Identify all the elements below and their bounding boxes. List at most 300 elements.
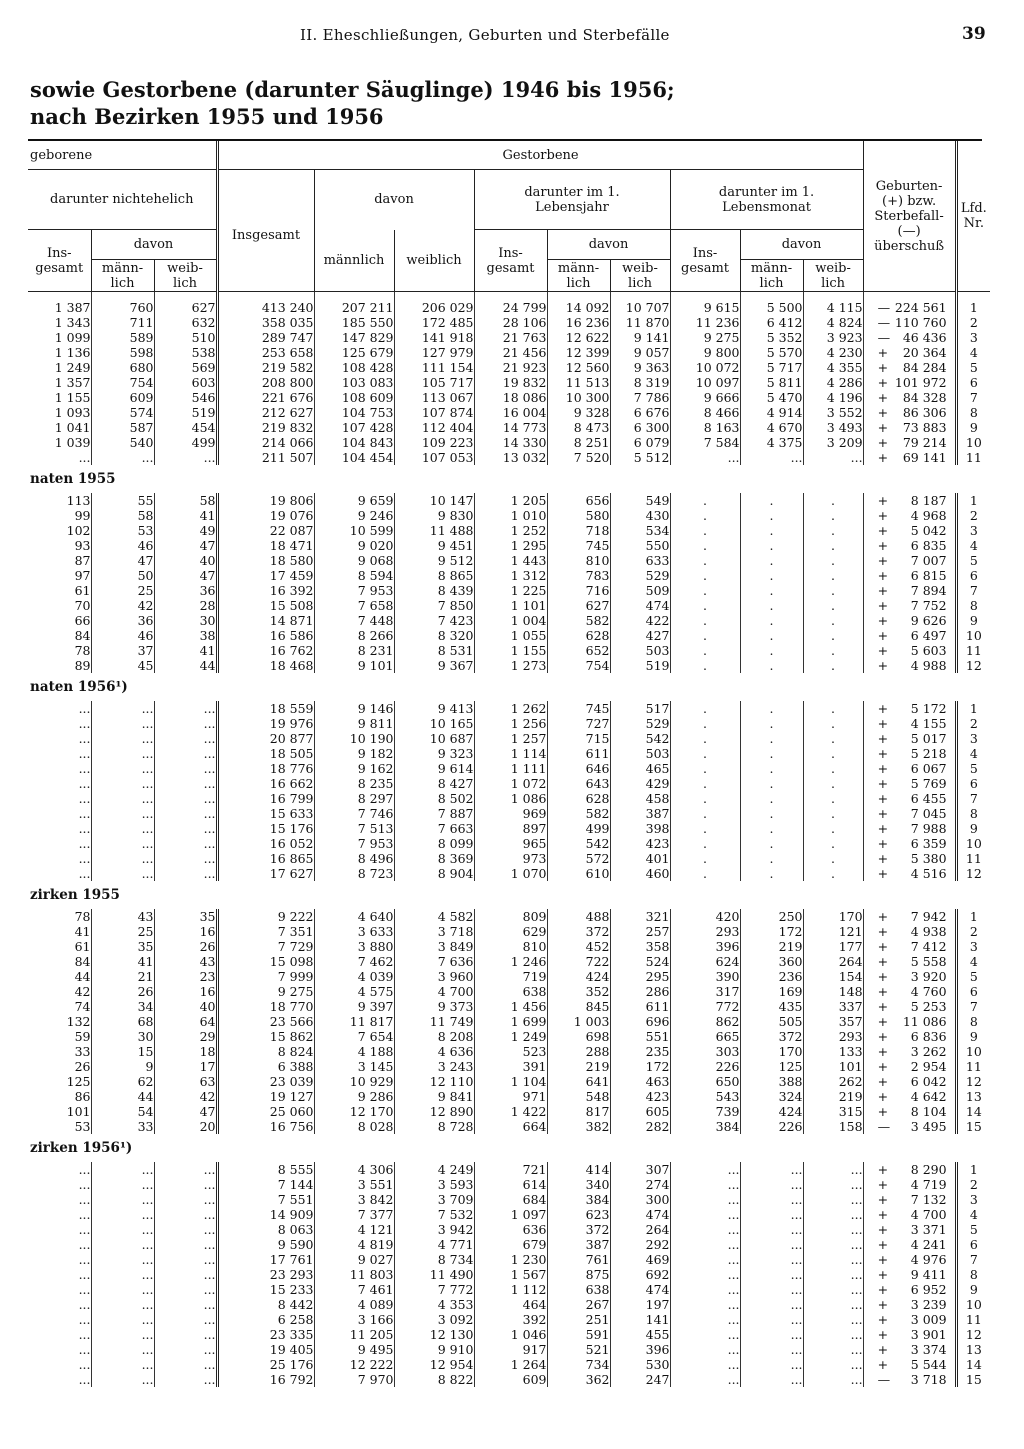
- header-ueberschuss: Geburten- (+) bzw. Sterbefall- (—) überschuß: [863, 141, 956, 292]
- cell-jahr-insgesamt: 1 010: [474, 508, 547, 523]
- sign-symbol: —: [877, 1372, 891, 1387]
- cell-geb-insgesamt: ...: [78, 821, 91, 836]
- cell-gest-maennlich: 11 205: [314, 1327, 394, 1342]
- cell-monat-maennlich: .: [740, 553, 803, 568]
- cell-monat-insgesamt: 8 466: [670, 405, 740, 420]
- section-heading: zirken 1956¹): [30, 1140, 133, 1156]
- cell-monat-insgesamt: ...: [670, 1237, 740, 1252]
- cell-jahr-weiblich: 551: [610, 1029, 670, 1044]
- sign-symbol: +: [877, 836, 889, 851]
- cell-lfd-nr: 12: [956, 1074, 990, 1089]
- cell-monat-insgesamt: 9 666: [670, 390, 740, 405]
- cell-gest-insgesamt: 8 555: [217, 1162, 314, 1177]
- cell-jahr-maennlich: 9 328: [547, 405, 610, 420]
- cell-geb-maennlich: ...: [91, 1282, 154, 1297]
- cell-gest-insgesamt: 358 035: [217, 315, 314, 330]
- table-row: [28, 1267, 990, 1282]
- cell-geb-weiblich: ...: [154, 866, 217, 881]
- sign-symbol: +: [877, 1282, 889, 1297]
- cell-geb-maennlich: 587: [91, 420, 154, 435]
- sign-symbol: +: [877, 716, 889, 731]
- cell-geb-maennlich: 754: [91, 375, 154, 390]
- cell-jahr-maennlich: 817: [547, 1104, 610, 1119]
- header-darunter-lebensmonat: darunter im 1. Lebensmonat: [670, 170, 863, 230]
- table-row: [28, 1089, 990, 1104]
- cell-ueberschuss: [863, 553, 956, 568]
- sign-symbol: +: [877, 1177, 889, 1192]
- cell-monat-maennlich: .: [740, 716, 803, 731]
- cell-geb-maennlich: 30: [91, 1029, 154, 1044]
- cell-geb-weiblich: 40: [154, 553, 217, 568]
- cell-monat-maennlich: 5 470: [740, 390, 803, 405]
- cell-jahr-weiblich: 455: [610, 1327, 670, 1342]
- cell-monat-weiblich: 4 115: [803, 300, 863, 315]
- cell-gest-weiblich: 10 687: [394, 731, 474, 746]
- sign-symbol: +: [877, 866, 889, 881]
- cell-jahr-maennlich: 424: [547, 969, 610, 984]
- cell-monat-weiblich: ...: [803, 450, 863, 465]
- cell-jahr-weiblich: 172: [610, 1059, 670, 1074]
- cell-monat-insgesamt: ...: [670, 1162, 740, 1177]
- cell-jahr-weiblich: 6 676: [610, 405, 670, 420]
- cell-gest-weiblich: 3 942: [394, 1222, 474, 1237]
- cell-jahr-weiblich: 10 707: [610, 300, 670, 315]
- cell-monat-maennlich: 4 914: [740, 405, 803, 420]
- cell-monat-insgesamt: ...: [670, 450, 740, 465]
- cell-monat-maennlich: 4 375: [740, 435, 803, 450]
- cell-monat-maennlich: 388: [740, 1074, 803, 1089]
- cell-gest-weiblich: 9 413: [394, 701, 474, 716]
- cell-gest-insgesamt: 25 176: [217, 1357, 314, 1372]
- cell-monat-maennlich: .: [740, 598, 803, 613]
- cell-jahr-insgesamt: 809: [474, 909, 547, 924]
- table-row: [28, 954, 990, 969]
- cell-geb-insgesamt: 132: [66, 1014, 91, 1029]
- cell-jahr-maennlich: 1 003: [547, 1014, 610, 1029]
- cell-geb-insgesamt: 1 343: [54, 315, 91, 330]
- cell-geb-insgesamt: 125: [66, 1074, 91, 1089]
- cell-geb-insgesamt: 93: [74, 538, 91, 553]
- table-row: [28, 1074, 990, 1089]
- cell-monat-weiblich: .: [803, 493, 863, 508]
- cell-geb-maennlich: 574: [91, 405, 154, 420]
- cell-gest-weiblich: 7 663: [394, 821, 474, 836]
- cell-lfd-nr: 8: [956, 1267, 990, 1282]
- cell-gest-maennlich: 9 101: [314, 658, 394, 673]
- cell-ueberschuss: [863, 1372, 956, 1387]
- cell-monat-weiblich: 154: [803, 969, 863, 984]
- cell-ueberschuss: [863, 1104, 956, 1119]
- cell-geb-insgesamt: 74: [74, 999, 91, 1014]
- cell-monat-insgesamt: 303: [670, 1044, 740, 1059]
- header-weiblich: weiblich: [394, 230, 474, 292]
- cell-gest-insgesamt: 15 508: [217, 598, 314, 613]
- table-row: [28, 1222, 990, 1237]
- cell-gest-weiblich: 11 749: [394, 1014, 474, 1029]
- cell-geb-maennlich: ...: [91, 746, 154, 761]
- ueberschuss-value: 5 603: [910, 643, 947, 658]
- cell-monat-maennlich: 219: [740, 939, 803, 954]
- cell-gest-maennlich: 8 594: [314, 568, 394, 583]
- cell-geb-insgesamt: ...: [78, 701, 91, 716]
- cell-geb-insgesamt: 53: [74, 1119, 91, 1134]
- cell-jahr-maennlich: 754: [547, 658, 610, 673]
- sign-symbol: +: [877, 924, 889, 939]
- ueberschuss-value: 224 561: [894, 300, 947, 315]
- cell-jahr-weiblich: 292: [610, 1237, 670, 1252]
- cell-jahr-weiblich: 509: [610, 583, 670, 598]
- ueberschuss-value: 3 009: [910, 1312, 947, 1327]
- cell-jahr-insgesamt: 1 312: [474, 568, 547, 583]
- cell-ueberschuss: [863, 731, 956, 746]
- table-row: [28, 375, 990, 390]
- table-row: [28, 493, 990, 508]
- cell-gest-weiblich: 4 249: [394, 1162, 474, 1177]
- cell-monat-insgesamt: 650: [670, 1074, 740, 1089]
- cell-jahr-weiblich: 542: [610, 731, 670, 746]
- cell-gest-insgesamt: 214 066: [217, 435, 314, 450]
- cell-gest-insgesamt: 18 471: [217, 538, 314, 553]
- cell-geb-weiblich: 18: [154, 1044, 217, 1059]
- cell-jahr-weiblich: 307: [610, 1162, 670, 1177]
- cell-geb-insgesamt: 26: [74, 1059, 91, 1074]
- cell-gest-insgesamt: 208 800: [217, 375, 314, 390]
- table-row: [28, 939, 990, 954]
- cell-monat-weiblich: .: [803, 746, 863, 761]
- cell-gest-weiblich: 4 700: [394, 984, 474, 999]
- cell-monat-insgesamt: .: [670, 628, 740, 643]
- cell-jahr-maennlich: 875: [547, 1267, 610, 1282]
- cell-geb-insgesamt: 1 357: [54, 375, 91, 390]
- table-row: [28, 1252, 990, 1267]
- cell-geb-maennlich: 43: [91, 909, 154, 924]
- cell-monat-weiblich: ...: [803, 1177, 863, 1192]
- cell-monat-insgesamt: 9 800: [670, 345, 740, 360]
- sign-symbol: +: [877, 360, 889, 375]
- cell-lfd-nr: 4: [956, 746, 990, 761]
- header-weiblich-jahr: weib- lich: [610, 260, 670, 292]
- cell-geb-maennlich: 760: [91, 300, 154, 315]
- cell-monat-maennlich: 5 500: [740, 300, 803, 315]
- cell-jahr-weiblich: 529: [610, 716, 670, 731]
- cell-ueberschuss: [863, 836, 956, 851]
- cell-monat-weiblich: 4 230: [803, 345, 863, 360]
- cell-jahr-weiblich: 8 319: [610, 375, 670, 390]
- cell-jahr-maennlich: 715: [547, 731, 610, 746]
- cell-geb-insgesamt: ...: [78, 1282, 91, 1297]
- cell-geb-maennlich: ...: [91, 450, 154, 465]
- cell-jahr-insgesamt: 1 273: [474, 658, 547, 673]
- table-row: [28, 731, 990, 746]
- cell-gest-maennlich: 4 039: [314, 969, 394, 984]
- cell-lfd-nr: 10: [956, 1044, 990, 1059]
- ueberschuss-value: 4 719: [910, 1177, 947, 1192]
- sign-symbol: +: [877, 435, 889, 450]
- cell-gest-maennlich: 10 599: [314, 523, 394, 538]
- cell-monat-weiblich: .: [803, 523, 863, 538]
- cell-ueberschuss: [863, 1207, 956, 1222]
- cell-lfd-nr: 8: [956, 405, 990, 420]
- ueberschuss-value: 6 359: [910, 836, 947, 851]
- ueberschuss-value: 6 067: [910, 761, 947, 776]
- cell-jahr-weiblich: 524: [610, 954, 670, 969]
- cell-geb-insgesamt: 59: [74, 1029, 91, 1044]
- cell-gest-weiblich: 9 841: [394, 1089, 474, 1104]
- cell-geb-maennlich: 26: [91, 984, 154, 999]
- cell-lfd-nr: 7: [956, 1252, 990, 1267]
- cell-jahr-maennlich: 372: [547, 1222, 610, 1237]
- cell-monat-insgesamt: .: [670, 553, 740, 568]
- cell-ueberschuss: [863, 628, 956, 643]
- cell-geb-maennlich: ...: [91, 1372, 154, 1387]
- cell-jahr-insgesamt: 638: [474, 984, 547, 999]
- cell-gest-insgesamt: 16 586: [217, 628, 314, 643]
- ueberschuss-value: 4 760: [910, 984, 947, 999]
- header-insgesamt: Insgesamt: [217, 170, 314, 292]
- cell-geb-insgesamt: 33: [74, 1044, 91, 1059]
- cell-gest-weiblich: 3 718: [394, 924, 474, 939]
- cell-monat-weiblich: .: [803, 866, 863, 881]
- cell-monat-maennlich: 6 412: [740, 315, 803, 330]
- sign-symbol: +: [877, 493, 889, 508]
- cell-jahr-maennlich: 521: [547, 1342, 610, 1357]
- cell-jahr-weiblich: 6 079: [610, 435, 670, 450]
- ueberschuss-value: 3 262: [910, 1044, 947, 1059]
- cell-geb-insgesamt: 1 387: [54, 300, 91, 315]
- cell-gest-insgesamt: 23 566: [217, 1014, 314, 1029]
- ueberschuss-value: 7 894: [910, 583, 947, 598]
- cell-geb-weiblich: ...: [154, 1372, 217, 1387]
- cell-geb-maennlich: ...: [91, 1357, 154, 1372]
- cell-monat-insgesamt: 396: [670, 939, 740, 954]
- cell-jahr-insgesamt: 810: [474, 939, 547, 954]
- cell-gest-insgesamt: 19 076: [217, 508, 314, 523]
- cell-lfd-nr: 12: [956, 658, 990, 673]
- cell-monat-weiblich: ...: [803, 1237, 863, 1252]
- ueberschuss-value: 6 497: [910, 628, 947, 643]
- cell-jahr-weiblich: 401: [610, 851, 670, 866]
- cell-geb-weiblich: ...: [154, 701, 217, 716]
- table-row: [28, 909, 990, 924]
- cell-jahr-maennlich: 718: [547, 523, 610, 538]
- cell-geb-insgesamt: 41: [74, 924, 91, 939]
- cell-ueberschuss: [863, 1312, 956, 1327]
- ueberschuss-value: 4 968: [910, 508, 947, 523]
- cell-monat-weiblich: ...: [803, 1297, 863, 1312]
- cell-geb-insgesamt: ...: [78, 791, 91, 806]
- cell-geb-weiblich: 26: [154, 939, 217, 954]
- sign-symbol: +: [877, 969, 889, 984]
- cell-gest-insgesamt: 15 862: [217, 1029, 314, 1044]
- cell-monat-maennlich: .: [740, 643, 803, 658]
- ueberschuss-value: 6 815: [910, 568, 947, 583]
- cell-gest-weiblich: 4 771: [394, 1237, 474, 1252]
- sign-symbol: +: [877, 643, 889, 658]
- ueberschuss-value: 69 141: [902, 450, 947, 465]
- cell-geb-insgesamt: ...: [78, 450, 91, 465]
- table-row: [28, 1044, 990, 1059]
- table-row: [28, 1104, 990, 1119]
- cell-geb-weiblich: 64: [154, 1014, 217, 1029]
- cell-jahr-insgesamt: 1 246: [474, 954, 547, 969]
- cell-jahr-maennlich: 745: [547, 701, 610, 716]
- cell-jahr-weiblich: 529: [610, 568, 670, 583]
- cell-monat-maennlich: ...: [740, 1252, 803, 1267]
- cell-geb-weiblich: 41: [154, 643, 217, 658]
- cell-monat-weiblich: 3 552: [803, 405, 863, 420]
- sign-symbol: +: [877, 1162, 889, 1177]
- cell-jahr-insgesamt: 1 046: [474, 1327, 547, 1342]
- cell-geb-maennlich: ...: [91, 1222, 154, 1237]
- header-darunter-nichtehelich: darunter nichtehelich: [28, 170, 217, 230]
- cell-ueberschuss: [863, 1192, 956, 1207]
- cell-gest-maennlich: 9 182: [314, 746, 394, 761]
- cell-lfd-nr: 8: [956, 806, 990, 821]
- cell-geb-insgesamt: 101: [66, 1104, 91, 1119]
- cell-monat-weiblich: 101: [803, 1059, 863, 1074]
- cell-gest-maennlich: 9 162: [314, 761, 394, 776]
- cell-jahr-insgesamt: 21 456: [474, 345, 547, 360]
- sign-symbol: +: [877, 999, 889, 1014]
- cell-monat-insgesamt: .: [670, 701, 740, 716]
- cell-gest-insgesamt: 16 052: [217, 836, 314, 851]
- cell-lfd-nr: 8: [956, 1014, 990, 1029]
- cell-jahr-maennlich: 610: [547, 866, 610, 881]
- sign-symbol: +: [877, 1044, 889, 1059]
- cell-jahr-insgesamt: 1 262: [474, 701, 547, 716]
- header-maennlich-geb: männ- lich: [91, 260, 154, 292]
- cell-monat-weiblich: 337: [803, 999, 863, 1014]
- table-row: [28, 1357, 990, 1372]
- cell-ueberschuss: [863, 1297, 956, 1312]
- ueberschuss-value: 6 835: [910, 538, 947, 553]
- cell-geb-maennlich: 711: [91, 315, 154, 330]
- cell-geb-maennlich: 53: [91, 523, 154, 538]
- cell-gest-insgesamt: 6 388: [217, 1059, 314, 1074]
- cell-geb-weiblich: 16: [154, 984, 217, 999]
- cell-monat-insgesamt: 624: [670, 954, 740, 969]
- ueberschuss-value: 46 436: [902, 330, 947, 345]
- table-row: [28, 1312, 990, 1327]
- cell-jahr-maennlich: 646: [547, 761, 610, 776]
- cell-gest-insgesamt: 17 627: [217, 866, 314, 881]
- cell-ueberschuss: [863, 746, 956, 761]
- cell-geb-insgesamt: 99: [74, 508, 91, 523]
- cell-gest-weiblich: 8 531: [394, 643, 474, 658]
- cell-gest-maennlich: 8 028: [314, 1119, 394, 1134]
- cell-geb-weiblich: ...: [154, 1162, 217, 1177]
- cell-geb-maennlich: ...: [91, 851, 154, 866]
- ueberschuss-value: 4 988: [910, 658, 947, 673]
- cell-monat-maennlich: .: [740, 658, 803, 673]
- cell-jahr-maennlich: 745: [547, 538, 610, 553]
- cell-gest-insgesamt: 23 293: [217, 1267, 314, 1282]
- cell-monat-insgesamt: 9 615: [670, 300, 740, 315]
- cell-monat-weiblich: .: [803, 806, 863, 821]
- cell-gest-weiblich: 107 874: [394, 405, 474, 420]
- section-heading-row: [28, 673, 990, 701]
- table-row: [28, 1029, 990, 1044]
- cell-ueberschuss: [863, 315, 956, 330]
- ueberschuss-value: 7 988: [910, 821, 947, 836]
- cell-geb-maennlich: 34: [91, 999, 154, 1014]
- table-row: [28, 701, 990, 716]
- cell-gest-insgesamt: 7 999: [217, 969, 314, 984]
- cell-monat-maennlich: .: [740, 583, 803, 598]
- cell-geb-weiblich: ...: [154, 450, 217, 465]
- cell-gest-insgesamt: 22 087: [217, 523, 314, 538]
- ueberschuss-value: 5 558: [910, 954, 947, 969]
- ueberschuss-value: 5 769: [910, 776, 947, 791]
- cell-jahr-weiblich: 396: [610, 1342, 670, 1357]
- ueberschuss-value: 6 042: [910, 1074, 947, 1089]
- cell-geb-weiblich: 29: [154, 1029, 217, 1044]
- cell-ueberschuss: [863, 583, 956, 598]
- cell-geb-weiblich: 16: [154, 924, 217, 939]
- cell-lfd-nr: 5: [956, 969, 990, 984]
- cell-lfd-nr: 9: [956, 613, 990, 628]
- cell-ueberschuss: [863, 939, 956, 954]
- cell-monat-weiblich: ...: [803, 1327, 863, 1342]
- cell-jahr-maennlich: 810: [547, 553, 610, 568]
- cell-monat-insgesamt: 665: [670, 1029, 740, 1044]
- cell-lfd-nr: 3: [956, 731, 990, 746]
- cell-geb-maennlich: ...: [91, 761, 154, 776]
- cell-geb-weiblich: 43: [154, 954, 217, 969]
- ueberschuss-value: 3 901: [910, 1327, 947, 1342]
- cell-jahr-maennlich: 14 092: [547, 300, 610, 315]
- cell-monat-maennlich: 125: [740, 1059, 803, 1074]
- ueberschuss-value: 3 239: [910, 1297, 947, 1312]
- cell-jahr-maennlich: 652: [547, 643, 610, 658]
- cell-monat-weiblich: 4 824: [803, 315, 863, 330]
- cell-gest-weiblich: 11 490: [394, 1267, 474, 1282]
- table-row: [28, 1207, 990, 1222]
- table-row: [28, 851, 990, 866]
- cell-jahr-weiblich: 465: [610, 761, 670, 776]
- cell-jahr-weiblich: 300: [610, 1192, 670, 1207]
- cell-ueberschuss: [863, 1044, 956, 1059]
- sign-symbol: +: [877, 761, 889, 776]
- ueberschuss-value: 3 374: [910, 1342, 947, 1357]
- cell-jahr-insgesamt: 1 422: [474, 1104, 547, 1119]
- table-row: [28, 315, 990, 330]
- cell-monat-weiblich: 315: [803, 1104, 863, 1119]
- cell-gest-maennlich: 4 089: [314, 1297, 394, 1312]
- cell-jahr-weiblich: 423: [610, 836, 670, 851]
- cell-gest-weiblich: 3 709: [394, 1192, 474, 1207]
- cell-geb-weiblich: ...: [154, 821, 217, 836]
- cell-geb-weiblich: ...: [154, 776, 217, 791]
- cell-gest-insgesamt: 219 582: [217, 360, 314, 375]
- cell-gest-insgesamt: 18 559: [217, 701, 314, 716]
- cell-geb-weiblich: 63: [154, 1074, 217, 1089]
- cell-geb-insgesamt: ...: [78, 776, 91, 791]
- cell-gest-maennlich: 147 829: [314, 330, 394, 345]
- cell-lfd-nr: 6: [956, 984, 990, 999]
- cell-geb-weiblich: 40: [154, 999, 217, 1014]
- cell-monat-maennlich: ...: [740, 1177, 803, 1192]
- ueberschuss-value: 7 942: [910, 909, 947, 924]
- cell-gest-weiblich: 11 488: [394, 523, 474, 538]
- table-row: [28, 628, 990, 643]
- cell-jahr-insgesamt: 13 032: [474, 450, 547, 465]
- sign-symbol: +: [877, 1222, 889, 1237]
- cell-jahr-maennlich: 580: [547, 508, 610, 523]
- cell-ueberschuss: [863, 1222, 956, 1237]
- ueberschuss-value: 3 718: [910, 1372, 947, 1387]
- cell-geb-maennlich: 21: [91, 969, 154, 984]
